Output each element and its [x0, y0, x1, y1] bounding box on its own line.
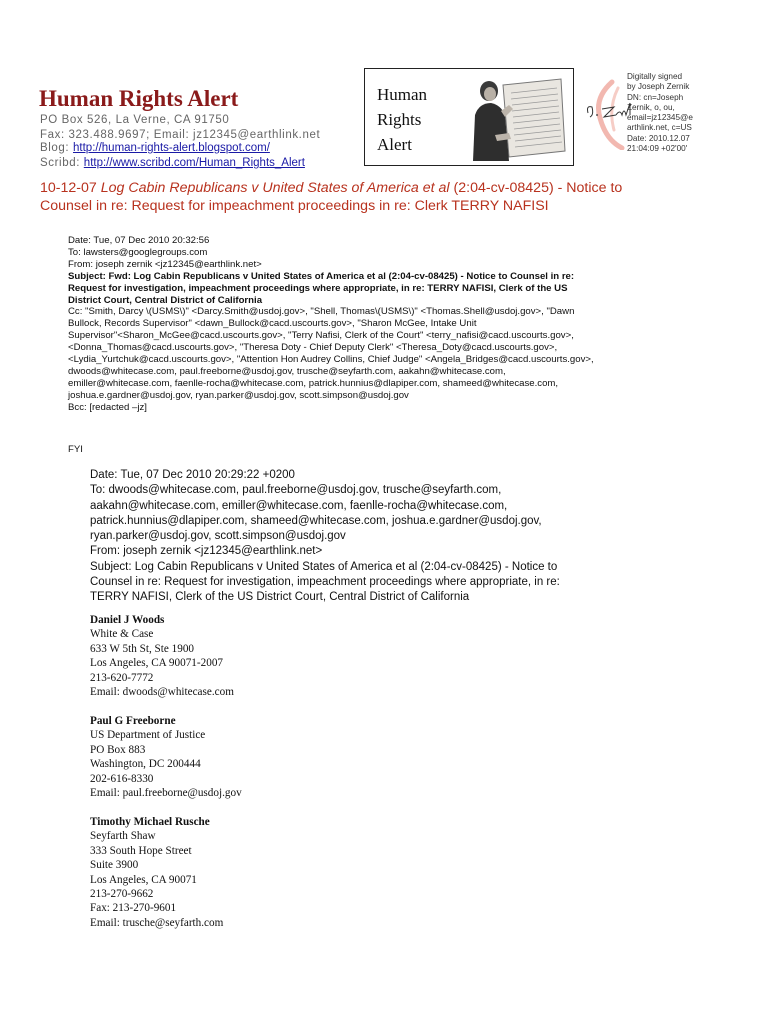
scribd-link[interactable]: http://www.scribd.com/Human_Rights_Alert	[83, 157, 305, 169]
outer-email-cc-line: emiller@whitecase.com, faenlle-rocha@whitecase.com, patrick.hunnius@dlapiper.com, shameed@whitecase.com,	[68, 377, 559, 389]
human-rights-alert-logo	[364, 68, 574, 166]
title-case-name: Log Cabin Republicans v United States of America et al	[100, 180, 450, 196]
digital-signature-details: Digitally signed by Joseph Zernik DN: cn=Joseph Zernik, o, ou, email=jz12345@e arthlink.net, c=US Date: 2010.12.07 21:04:09 +02'00'	[627, 72, 693, 154]
contact-name: Daniel J Woods	[90, 614, 165, 626]
contact-line: Email: trusche@seyfarth.com	[90, 916, 224, 929]
postal-address: PO Box 526, La Verne, CA 91750	[40, 114, 230, 126]
outer-email-cc-line: <Donna_Thomas@cacd.uscourts.gov>, "Theresa Doty - Chief Deputy Clerk" <Theresa_Doty@cacd.uscourts.gov>,	[68, 342, 558, 354]
fyi-note: FYI	[68, 444, 83, 455]
contact-line: Seyfarth Shaw	[90, 830, 156, 843]
contact-line: 333 South Hope Street	[90, 844, 192, 857]
outer-email-subject-line: Request for investigation, impeachment proceedings where appropriate, in re: TERRY NAFISI, Clerk of the US	[68, 282, 568, 294]
contact-line: Los Angeles, CA 90071-2007	[90, 657, 224, 670]
contact-line: White & Case	[90, 628, 154, 641]
outer-email-cc-line: Supervisor"<Sharon_McGee@cacd.uscourts.gov>, "Terry Nafisi, Clerk of the Court" <terry_nafisi@cacd.uscourts.gov>,	[68, 330, 574, 342]
contact-line: Email: paul.freeborne@usdoj.gov	[90, 787, 242, 800]
logo-word-2: Rights	[377, 110, 422, 129]
blog-line	[40, 142, 270, 154]
contact-name: Timothy Michael Rusche	[90, 816, 210, 828]
inner-email-subject-line: Counsel in re: Request for investigation, impeachment proceedings where appropriate, in re:	[90, 576, 560, 589]
scribd-line	[40, 157, 305, 169]
outer-email-from: From: joseph zernik <jz12345@earthlink.net>	[68, 258, 262, 270]
inner-email-to-line: To: dwoods@whitecase.com, paul.freeborne@usdoj.gov, trusche@seyfarth.com,	[90, 484, 502, 497]
inner-email-subject-line: Subject: Log Cabin Republicans v United States of America et al (2:04-cv-08425) - Notice to	[90, 560, 558, 573]
outer-email-bcc: Bcc: [redacted –jz]	[68, 401, 147, 413]
organization-name: Human Rights Alert	[39, 86, 239, 111]
outer-email-cc-line: joshua.e.gardner@usdoj.gov, ryan.parker@usdoj.gov, scott.simpson@usdoj.gov	[68, 389, 409, 401]
contact-line: Washington, DC 200444	[90, 758, 201, 771]
outer-email-cc-line: dwoods@whitecase.com, paul.freeborne@usdoj.gov, trusche@seyfarth.com, aakahn@whitecase.com,	[68, 365, 506, 377]
logo-word-3: Alert	[377, 135, 412, 154]
contact-line: 202-616-8330	[90, 772, 154, 785]
title-case-number: (2:04-cv-08425) - Notice to	[449, 180, 623, 196]
outer-email-header	[68, 235, 708, 414]
inner-email-to-line: patrick.hunnius@dlapiper.com, shameed@whitecase.com, joshua.e.gardner@usdoj.gov,	[90, 514, 542, 527]
contact-daniel-woods	[90, 613, 234, 699]
inner-email-to-line: aakahn@whitecase.com, emiller@whitecase.com, faenlle-rocha@whitecase.com,	[90, 499, 508, 512]
contact-line: PO Box 883	[90, 743, 146, 756]
contact-paul-freeborne	[90, 714, 242, 800]
woman-holding-declaration-image	[465, 75, 569, 161]
outer-email-cc-line: Cc: "Smith, Darcy \(USMS\)" <Darcy.Smith@usdoj.gov>, "Shell, Thomas\(USMS\)" <Thomas.Shell@usdoj.gov>, "Dawn	[68, 306, 575, 318]
document-title	[40, 179, 740, 215]
inner-email-subject-line: TERRY NAFISI, Clerk of the US District Court, Central District of California	[90, 591, 470, 604]
contact-line: Email: dwoods@whitecase.com	[90, 686, 234, 699]
inner-email-from: From: joseph zernik <jz12345@earthlink.net>	[90, 545, 323, 558]
inner-email-date: Date: Tue, 07 Dec 2010 20:29:22 +0200	[90, 469, 295, 481]
contact-line: Los Angeles, CA 90071	[90, 873, 197, 886]
contact-line: 213-620-7772	[90, 671, 154, 684]
contact-name: Paul G Freeborne	[90, 715, 176, 727]
contact-timothy-rusche	[90, 815, 223, 930]
title-line-2: Counsel in re: Request for impeachment proceedings in re: Clerk TERRY NAFISI	[40, 198, 549, 214]
outer-email-subject-line: Subject: Fwd: Log Cabin Republicans v United States of America et al (2:04-cv-08425) - Notice to Counsel in re:	[68, 270, 575, 282]
inner-email-to-line: ryan.parker@usdoj.gov, scott.simpson@usdoj.gov	[90, 530, 346, 543]
scribd-label: Scribd:	[40, 157, 80, 169]
contact-line: Fax: 213-270-9601	[90, 902, 177, 915]
outer-email-to: To: lawsters@googlegroups.com	[68, 246, 208, 258]
blog-link[interactable]: http://human-rights-alert.blogspot.com/	[73, 142, 270, 154]
logo-word-1: Human	[377, 85, 428, 104]
outer-email-cc-line: Bullock, Records Supervisor" <dawn_Bullock@cacd.uscourts.gov>, "Sharon McGee, Intake Unit	[68, 318, 477, 330]
fax-email-line: Fax: 323.488.9697; Email: jz12345@earthlink.net	[40, 129, 321, 141]
contact-line: 633 W 5th St, Ste 1900	[90, 642, 195, 655]
outer-email-date: Date: Tue, 07 Dec 2010 20:32:56	[68, 235, 210, 246]
forwarded-email-header	[90, 468, 690, 606]
contact-line: Suite 3900	[90, 859, 139, 872]
outer-email-cc-line: <Lydia_Yurtchuk@cacd.uscourts.gov>, "Attention Hon Audrey Collins, Chief Judge" <Angela_Bridges@cacd.uscourts.gov>,	[68, 354, 594, 366]
blog-label: Blog:	[40, 142, 70, 154]
outer-email-subject-line: District Court, Central District of California	[68, 294, 263, 306]
contact-line: 213-270-9662	[90, 888, 154, 901]
contact-line: US Department of Justice	[90, 729, 206, 742]
title-date: 10-12-07	[40, 180, 97, 196]
